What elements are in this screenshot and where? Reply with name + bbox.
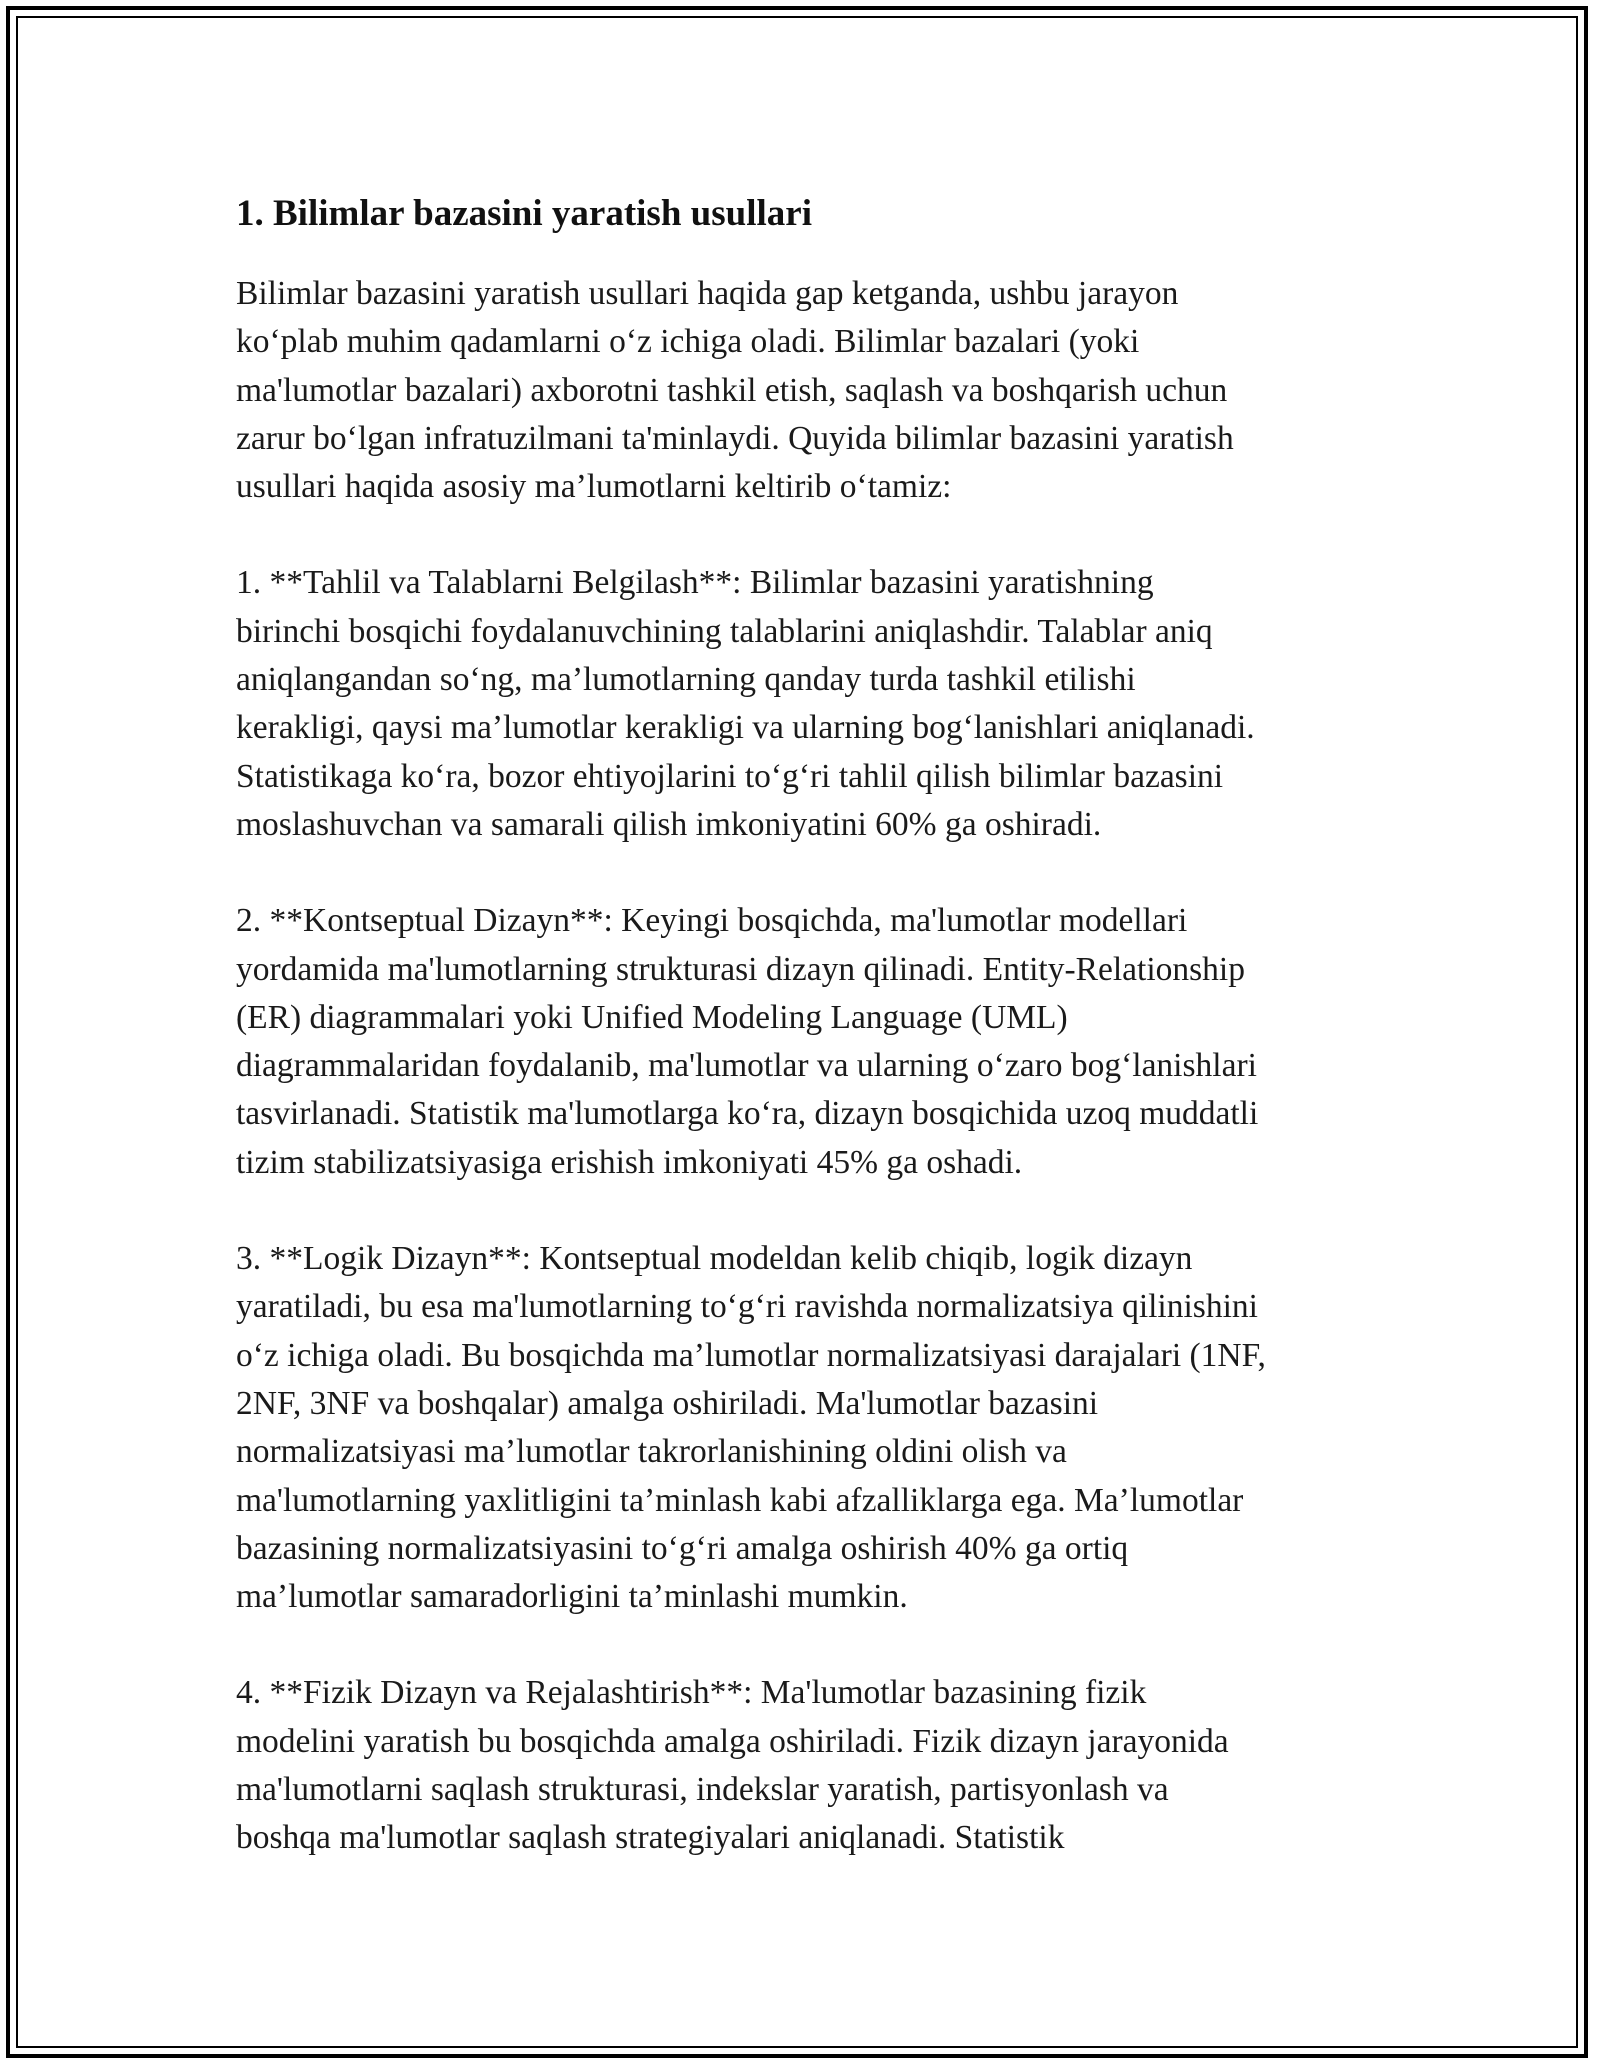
step-3-paragraph: 3. **Logik Dizayn**: Kontseptual modeldan kelib chiqib, logik dizayn yaratiladi, bu esa ma'lumotlarning to‘g‘ri ravishda normalizatsiya qilinishini o‘z ichiga oladi. Bu bosqichda ma’lumotlar normalizatsiyasi darajalari (1NF, 2NF, 3NF va boshqalar) amalga oshiriladi. Ma'lumotlar bazasini normalizatsiyasi ma’lumotlar takrorlanishining oldini olish va ma'lumotlarning yaxlitligini ta’minlash kabi afzalliklarga ega. Ma’lumotlar bazasining normalizatsiyasini to‘g‘ri amalga oshirish 40% ga ortiq ma’lumotlar samaradorligini ta’minlashi mumkin. bbox=[236, 1240, 1266, 1616]
step-1-paragraph: 1. **Tahlil va Talablarni Belgilash**: Bilimlar bazasini yaratishning birinchi bosqichi foydalanuvchining talablarini aniqlashdir. Talablar aniq aniqlangandan so‘ng, ma’lumotlarning qanday turda tashkil etilishi kerakligi, qaysi ma’lumotlar kerakligi va ularning bog‘lanishlari aniqlanadi. Statistikaga ko‘ra, bozor ehtiyojlarini to‘g‘ri tahlil qilish bilimlar bazasini moslashuvchan va samarali qilish imkoniyatini 60% ga oshiradi. bbox=[236, 564, 1255, 843]
document-title: 1. Bilimlar bazasini yaratish usullari bbox=[236, 193, 812, 234]
step-2-paragraph: 2. **Kontseptual Dizayn**: Keyingi bosqichda, ma'lumotlar modellari yordamida ma'lumotlarning strukturasi dizayn qilinadi. Entity-Relationship (ER) diagrammalari yoki Unified Modeling Language (UML) diagrammalaridan foydalanib, ma'lumotlar va ularning o‘zaro bog‘lanishlari tasvirlanadi. Statistik ma'lumotlarga ko‘ra, dizayn bosqichida uzoq muddatli tizim stabilizatsiyasiga erishish imkoniyati 45% ga oshadi. bbox=[236, 902, 1259, 1181]
document-body bbox=[236, 186, 1376, 1911]
intro-paragraph: Bilimlar bazasini yaratish usullari haqida gap ketganda, ushbu jarayon ko‘plab muhim qadamlarni o‘z ichiga oladi. Bilimlar bazalari (yoki ma'lumotlar bazalari) axborotni tashkil etish, saqlash va boshqarish uchun zarur bo‘lgan infratuzilmani ta'minlaydi. Quyida bilimlar bazasini yaratish usullari haqida asosiy ma’lumotlarni keltirib o‘tamiz: bbox=[236, 275, 1234, 506]
step-4-paragraph: 4. **Fizik Dizayn va Rejalashtirish**: Ma'lumotlar bazasining fizik modelini yaratish bu bosqichda amalga oshiriladi. Fizik dizayn jarayonida ma'lumotlarni saqlash strukturasi, indekslar yaratish, partisyonlash va boshqa ma'lumotlar saqlash strategiyalari aniqlanadi. Statistik bbox=[236, 1674, 1229, 1857]
